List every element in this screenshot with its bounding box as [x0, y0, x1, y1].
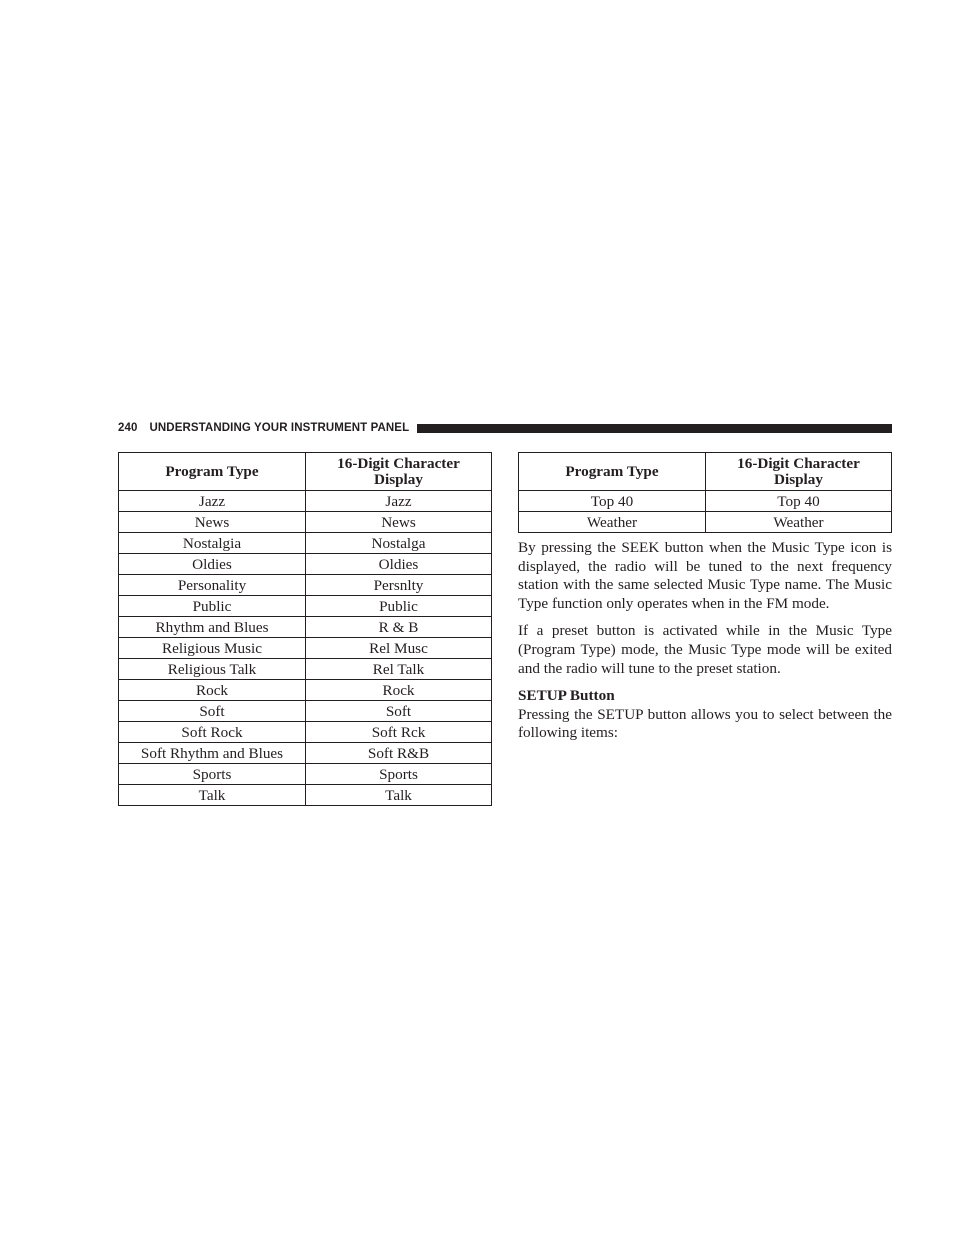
cell-display: Soft R&B	[306, 743, 492, 764]
cell-program-type: Jazz	[119, 491, 306, 512]
column-header-display: 16-Digit Character Display	[306, 453, 492, 491]
cell-program-type: Religious Talk	[119, 659, 306, 680]
cell-display: Soft Rck	[306, 722, 492, 743]
cell-program-type: Rock	[119, 680, 306, 701]
cell-program-type: Oldies	[119, 554, 306, 575]
cell-program-type: Nostalgia	[119, 533, 306, 554]
table-left-body	[119, 491, 492, 806]
paragraph-preset: If a preset button is activated while in the Music Type (Program Type) mode, the Music Type mode will be exited and the radio will tune to the preset station.	[518, 622, 892, 677]
program-type-table-left	[118, 452, 492, 806]
cell-display: R & B	[306, 617, 492, 638]
page-number: 240	[118, 422, 138, 434]
table-row	[119, 785, 492, 806]
table-row	[119, 701, 492, 722]
table-row	[119, 533, 492, 554]
table-row	[519, 512, 892, 533]
cell-display: Public	[306, 596, 492, 617]
paragraph-seek: By pressing the SEEK button when the Music Type icon is displayed, the radio will be tuned to the next frequency station with the same selected Music Type name. The Music Type function only operates when in the FM mode.	[518, 539, 892, 612]
cell-program-type: Personality	[119, 575, 306, 596]
body-text	[518, 539, 892, 752]
setup-heading: SETUP Button	[518, 687, 615, 705]
cell-display: Rel Musc	[306, 638, 492, 659]
table-header-row	[119, 453, 492, 491]
cell-program-type: Top 40	[519, 491, 706, 512]
cell-program-type: Religious Music	[119, 638, 306, 659]
cell-display: Persnlty	[306, 575, 492, 596]
table-row	[119, 575, 492, 596]
section-title: UNDERSTANDING YOUR INSTRUMENT PANEL	[149, 422, 410, 434]
paragraph-setup: Pressing the SETUP button allows you to select between the following items:	[518, 705, 892, 742]
table-row	[119, 743, 492, 764]
cell-display: Rel Talk	[306, 659, 492, 680]
cell-program-type: Public	[119, 596, 306, 617]
cell-program-type: Soft Rock	[119, 722, 306, 743]
cell-display: Weather	[706, 512, 892, 533]
cell-display: Sports	[306, 764, 492, 785]
table-row	[119, 617, 492, 638]
table-row	[119, 596, 492, 617]
column-header-display: 16-Digit Character Display	[706, 453, 892, 491]
table-row	[119, 722, 492, 743]
page-header	[118, 419, 892, 437]
cell-display: Oldies	[306, 554, 492, 575]
cell-program-type: News	[119, 512, 306, 533]
cell-program-type: Sports	[119, 764, 306, 785]
cell-display: News	[306, 512, 492, 533]
cell-program-type: Talk	[119, 785, 306, 806]
table-row	[119, 659, 492, 680]
cell-program-type: Soft	[119, 701, 306, 722]
table-row	[119, 680, 492, 701]
table-row	[119, 764, 492, 785]
cell-display: Jazz	[306, 491, 492, 512]
table-row	[119, 554, 492, 575]
table-right-body	[519, 491, 892, 533]
table-row	[119, 491, 492, 512]
cell-program-type: Rhythm and Blues	[119, 617, 306, 638]
column-header-program-type: Program Type	[119, 453, 306, 491]
table-row	[519, 491, 892, 512]
program-type-table-right	[518, 452, 892, 533]
cell-display: Talk	[306, 785, 492, 806]
table-row	[119, 638, 492, 659]
cell-display: Soft	[306, 701, 492, 722]
cell-display: Rock	[306, 680, 492, 701]
table-header-row	[519, 453, 892, 491]
cell-program-type: Soft Rhythm and Blues	[119, 743, 306, 764]
cell-display: Nostalga	[306, 533, 492, 554]
table-row	[119, 512, 492, 533]
header-rule	[417, 424, 892, 433]
cell-display: Top 40	[706, 491, 892, 512]
cell-program-type: Weather	[519, 512, 706, 533]
column-header-program-type: Program Type	[519, 453, 706, 491]
